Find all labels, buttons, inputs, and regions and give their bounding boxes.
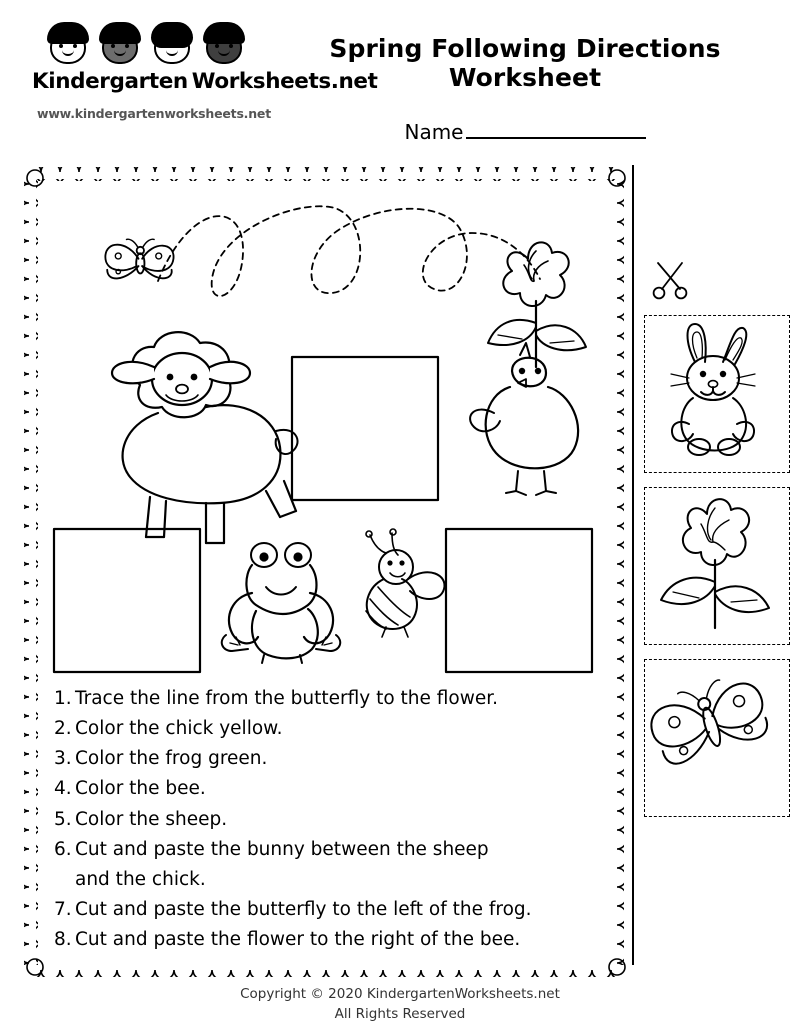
dashed-trace-line (158, 206, 540, 296)
kid-face-icon (46, 22, 90, 66)
direction-item (54, 837, 614, 862)
direction-item (54, 927, 614, 952)
flower-illustration (488, 242, 586, 367)
direction-text: Cut and paste the bunny between the sheep (75, 838, 489, 860)
direction-item (54, 686, 614, 711)
scissors-icon (650, 257, 692, 301)
flower-cutout[interactable] (644, 487, 790, 645)
direction-item-continuation (54, 867, 614, 892)
butterfly-illustration (105, 239, 173, 278)
direction-number: 1. (54, 688, 72, 709)
kids-illustration (46, 22, 261, 66)
site-logo[interactable] (28, 22, 378, 121)
direction-number: 3. (54, 748, 72, 770)
direction-item (54, 897, 614, 922)
direction-number: 8. (54, 929, 72, 951)
page-title: Spring Following Directions Worksheet (329, 34, 721, 92)
name-input-line[interactable] (466, 122, 646, 139)
direction-text: Trace the line from the butterfly to the flower. (75, 688, 499, 709)
site-url[interactable]: www.kindergartenworksheets.net (36, 106, 271, 121)
direction-text-continued: and the chick. (75, 868, 206, 890)
name-label: Name (404, 120, 464, 144)
page-footer (0, 985, 800, 1024)
logo-word-kindergarten: Kindergarten (32, 69, 188, 94)
name-field-row (270, 120, 780, 144)
direction-text: Cut and paste the flower to the right of the bee. (75, 929, 521, 951)
direction-item (54, 807, 614, 832)
paste-box-bottom-left (54, 529, 200, 672)
direction-number: 2. (54, 718, 72, 740)
butterfly-cutout[interactable] (644, 659, 790, 817)
copyright-text: Copyright © 2020 KindergartenWorksheets.net (240, 986, 560, 1002)
direction-number: 4. (54, 778, 72, 800)
direction-text: Color the sheep. (75, 808, 228, 830)
direction-item (54, 716, 614, 741)
art-region (40, 181, 612, 686)
kid-face-icon (98, 22, 142, 66)
kid-face-icon (150, 22, 194, 66)
direction-text: Color the bee. (75, 778, 206, 800)
vertical-divider (632, 165, 634, 965)
direction-number: 7. (54, 899, 72, 921)
direction-number: 6. (54, 838, 72, 860)
direction-text: Color the frog green. (75, 748, 268, 770)
direction-text: Cut and paste the butterfly to the left of the frog. (75, 899, 532, 921)
direction-item (54, 776, 614, 801)
page-header (0, 0, 800, 150)
bee-illustration (366, 529, 445, 637)
bunny-cutout[interactable] (644, 315, 790, 473)
direction-text: Color the chick yellow. (75, 718, 283, 740)
worksheet-content (40, 181, 612, 965)
logo-word-net: .net (330, 69, 378, 94)
cutout-column (632, 165, 792, 980)
logo-wordmark (28, 68, 378, 96)
frog-illustration (222, 543, 341, 663)
paste-box-bottom-right (446, 529, 592, 672)
rights-text: All Rights Reserved (334, 1005, 466, 1022)
sheep-illustration (112, 332, 298, 543)
chick-illustration (470, 343, 578, 495)
logo-word-worksheets: Worksheets (191, 69, 331, 94)
paste-box-top (292, 357, 438, 500)
direction-item (54, 746, 614, 771)
kid-face-icon (202, 22, 246, 66)
worksheet-panel (22, 165, 630, 980)
directions-list (54, 686, 614, 957)
direction-number: 5. (54, 808, 72, 830)
